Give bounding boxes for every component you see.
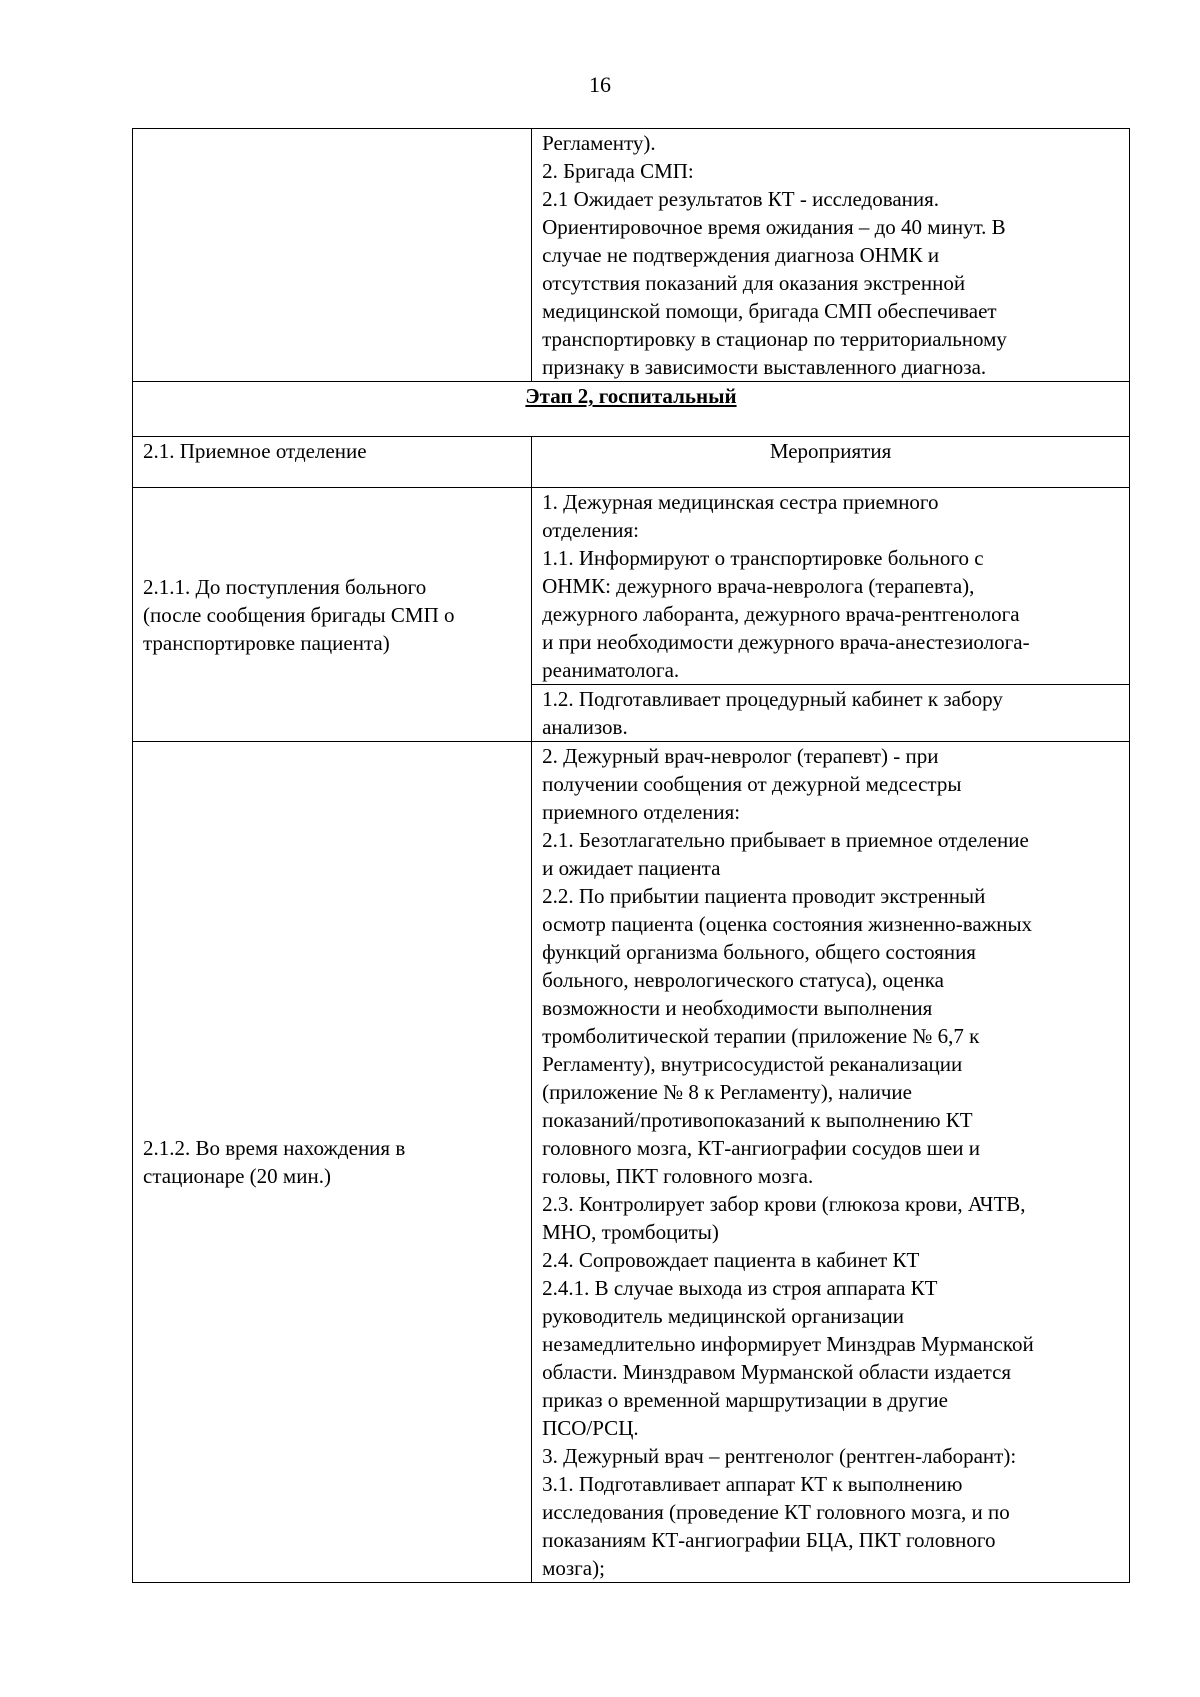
text-line: головы, ПКТ головного мозга. bbox=[542, 1164, 814, 1188]
text-line: 2.2. По прибытии пациента проводит экстренный bbox=[542, 884, 986, 908]
text-line: 3. Дежурный врач – рентгенолог (рентген-лаборант): bbox=[542, 1444, 1017, 1468]
text-line: 2. Дежурный врач-невролог (терапевт) - при bbox=[542, 744, 939, 768]
text-line: 3.1. Подготавливает аппарат КТ к выполнению bbox=[542, 1472, 963, 1496]
text-line: транспортировку в стационар по территориальному bbox=[542, 327, 1007, 351]
text-line: приемного отделения: bbox=[542, 800, 741, 824]
text-line: и при необходимости дежурного врача-анестезиолога- bbox=[542, 630, 1030, 654]
row-2-1-1-left-cell bbox=[133, 488, 532, 742]
text-line: отделения: bbox=[542, 518, 639, 542]
text-line: головного мозга, КТ-ангиографии сосудов шеи и bbox=[542, 1136, 981, 1160]
row-2-1-2-left-cell bbox=[133, 742, 532, 1583]
text-line: 2.1.2. Во время нахождения в bbox=[143, 1136, 406, 1160]
continuation-right-cell bbox=[532, 129, 1130, 382]
header-left-cell: 2.1. Приемное отделение bbox=[133, 437, 532, 488]
text-line: и ожидает пациента bbox=[542, 856, 721, 880]
text-line: транспортировке пациента) bbox=[143, 630, 390, 655]
text-line: незамедлительно информирует Минздрав Мурманской bbox=[542, 1332, 1034, 1356]
page-number: 16 bbox=[589, 72, 611, 97]
text-line: больного, неврологического статуса), оценка bbox=[542, 968, 944, 992]
text-line: 2. Бригада СМП: bbox=[542, 159, 694, 183]
row-2-1-1-right-cell-b bbox=[532, 685, 1130, 742]
text-line: осмотр пациента (оценка состояния жизненно-важных bbox=[542, 912, 1033, 936]
text-line: 1.1. Информируют о транспортировке больного с bbox=[542, 546, 984, 570]
text-line: ПСО/РСЦ. bbox=[542, 1416, 639, 1440]
text-line: (после сообщения бригады СМП о bbox=[143, 602, 455, 627]
row-2-1-1-right-cell-a bbox=[532, 488, 1130, 685]
text-line: Регламенту). bbox=[542, 131, 656, 155]
text-line: стационаре (20 мин.) bbox=[143, 1164, 331, 1188]
text-line: дежурного лаборанта, дежурного врача-рентгенолога bbox=[542, 602, 1020, 626]
text-line: анализов. bbox=[542, 715, 628, 739]
row-2-1-2-right-cell bbox=[532, 742, 1130, 1583]
text-line: мозга); bbox=[542, 1556, 605, 1580]
text-line: 2.4.1. В случае выхода из строя аппарата КТ bbox=[542, 1276, 938, 1300]
table-row-header bbox=[133, 437, 1130, 488]
text-line: МНО, тромбоциты) bbox=[542, 1220, 719, 1244]
text-line: реаниматолога. bbox=[542, 658, 680, 682]
text-line: Ориентировочное время ожидания – до 40 минут. В bbox=[542, 215, 1006, 239]
text-line: отсутствия показаний для оказания экстренной bbox=[542, 271, 966, 295]
text-line: исследования (проведение КТ головного мозга, и по bbox=[542, 1500, 1010, 1524]
text-line: ОНМК: дежурного врача-невролога (терапевта), bbox=[542, 574, 975, 598]
header-right-cell: Мероприятия bbox=[532, 437, 1130, 488]
text-line: Регламенту), внутрисосудистой реканализации bbox=[542, 1052, 963, 1076]
text-line: 2.1 Ожидает результатов КТ - исследования. bbox=[542, 187, 940, 211]
text-line: области. Минздравом Мурманской области издается bbox=[542, 1360, 1012, 1384]
text-line: возможности и необходимости выполнения bbox=[542, 996, 933, 1020]
stage-title: Этап 2, госпитальный bbox=[133, 382, 1130, 437]
regulation-table bbox=[132, 128, 1130, 1583]
continuation-left-cell bbox=[133, 129, 532, 382]
text-line: 2.1.1. До поступления больного bbox=[143, 574, 427, 599]
text-line: 2.3. Контролирует забор крови (глюкоза крови, АЧТВ, bbox=[542, 1192, 1026, 1216]
text-line: получении сообщения от дежурной медсестры bbox=[542, 772, 962, 796]
table-row-stage bbox=[133, 382, 1130, 437]
table-row-2-1-2 bbox=[133, 742, 1130, 1583]
text-line: руководитель медицинской организации bbox=[542, 1304, 904, 1328]
text-line: медицинской помощи, бригада СМП обеспечивает bbox=[542, 299, 997, 323]
text-line: показаниям КТ-ангиографии БЦА, ПКТ головного bbox=[542, 1528, 996, 1552]
text-line: показаний/противопоказаний к выполнению КТ bbox=[542, 1108, 973, 1132]
text-line: признаку в зависимости выставленного диагноза. bbox=[542, 355, 987, 379]
text-line: 2.4. Сопровождает пациента в кабинет КТ bbox=[542, 1248, 920, 1272]
text-line: 1. Дежурная медицинская сестра приемного bbox=[542, 490, 939, 514]
text-line: 2.1. Безотлагательно прибывает в приемное отделение bbox=[542, 828, 1029, 852]
text-line: тромболитической терапии (приложение № 6,7 к bbox=[542, 1024, 980, 1048]
table-row-continuation bbox=[133, 129, 1130, 382]
text-line: 1.2. Подготавливает процедурный кабинет к забору bbox=[542, 687, 1003, 711]
text-line: случае не подтверждения диагноза ОНМК и bbox=[542, 243, 940, 267]
text-line: (приложение № 8 к Регламенту), наличие bbox=[542, 1080, 912, 1104]
text-line: приказ о временной маршрутизации в другие bbox=[542, 1388, 948, 1412]
table-row-2-1-1-a bbox=[133, 488, 1130, 685]
text-line: функций организма больного, общего состояния bbox=[542, 940, 976, 964]
